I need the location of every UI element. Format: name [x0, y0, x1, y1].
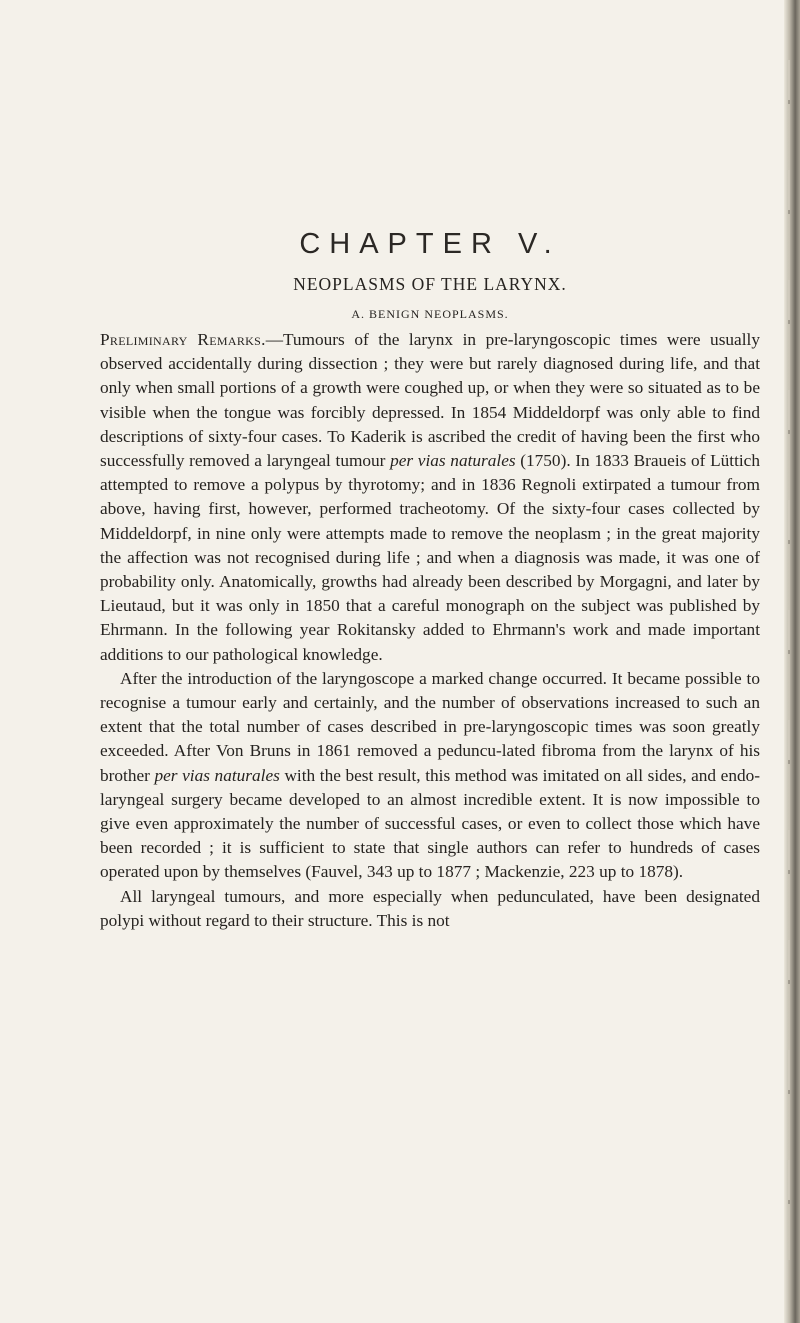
paragraph-2 [100, 667, 760, 885]
page-edge-shadow [784, 0, 800, 1323]
paragraph-3 [100, 885, 760, 933]
page-content [100, 228, 760, 933]
paragraph-2-text-a: After the introduction of the laryngoscope a marked change occurred. It became possible to recognise a tumour early and certainly, and the number of observations increased to such an extent that the total number of cases described in pre-laryngoscopic times was soon greatly exceeded. After Von Bruns in 1861 removed a peduncu-lated fibroma from the larynx of his brother [100, 668, 760, 785]
paragraph-1-text-a: —Tumours of the larynx in pre-laryngoscopic times were usually observed accidentally during dissection ; they were but rarely diagnosed during life, and that only when small portions of a growth were coughed up, or when they were so situated as to be visible when the tongue was forcibly depressed. In 1854 Middeldorpf was only able to find descriptions of sixty-four cases. To Kaderik is ascribed the credit of having been the first who successfully removed a laryngeal tumour [100, 330, 760, 471]
paragraph-3-text: All laryngeal tumours, and more especially when pedunculated, have been designated polypi without regard to their structure. This is not [100, 886, 760, 930]
paragraph-lead: Preliminary Remarks. [100, 330, 266, 349]
subsection-title: A. BENIGN NEOPLASMS. [351, 307, 509, 321]
chapter-title: CHAPTER V. [299, 228, 561, 260]
paragraph-2-text-b: with the best result, this method was imitated on all sides, and endo-laryngeal surgery became developed to an almost incredible extent. It is now impossible to give even approximately the number of successful cases, or even to collect those which have been recorded ; it is sufficient to state that single authors can refer to hundreds of cases operated upon by themselves (Fauvel, 343 up to 1877 ; Mackenzie, 223 up to 1878). [100, 765, 760, 882]
italic-phrase: per vias naturales [154, 765, 280, 785]
paragraph-1-text-b: (1750). In 1833 Braueis of Lüttich attempted to remove a polypus by thyrotomy; and in 1836 Regnoli extirpated a tumour from above, having first, however, performed tracheotomy. Of the sixty-four cases collected by Middeldorpf, in nine only were attempts made to remove the neoplasm ; in the great majority the affection was not recognised during life ; and when a diagnosis was made, it was one of probability only. Anatomically, growths had already been described by Morgagni, and later by Lieutaud, but it was only in 1850 that a careful monograph on the subject was published by Ehrmann. In the following year Rokitansky added to Ehrmann's work and made important additions to our pathological knowledge. [100, 451, 760, 664]
italic-phrase: per vias naturales [390, 451, 516, 471]
section-title: NEOPLASMS OF THE LARYNX. [293, 274, 567, 294]
paragraph-1 [100, 328, 760, 667]
